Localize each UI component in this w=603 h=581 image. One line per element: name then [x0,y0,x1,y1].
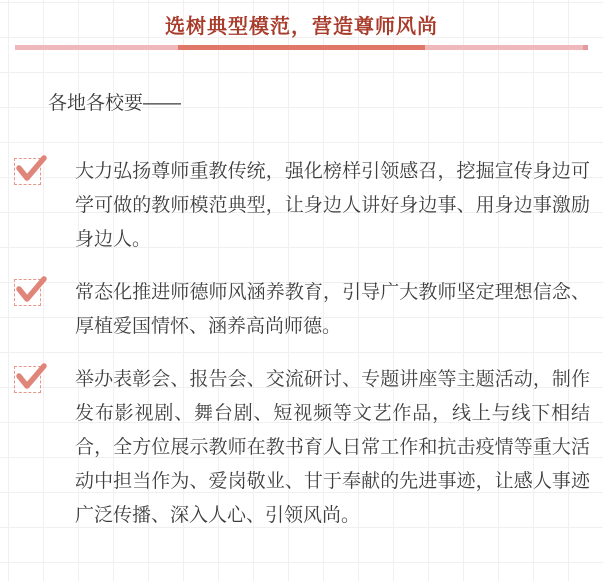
list-item [0,155,603,257]
item-text: 常态化推进师德师风涵养教育，引导广大教师坚定理想信念、厚植爱国情怀、涵养高尚师德。 [75,282,590,337]
list-item [0,363,603,533]
checkmark-icon [16,363,46,389]
checkmark-icon [16,155,46,181]
underline-segment-left [15,45,178,50]
list-item [0,276,603,344]
item-text: 举办表彰会、报告会、交流研讨、专题讲座等主题活动，制作发布影视剧、舞台剧、短视频等文艺作品，线上与线下相结合，全方位展示教师在教书育人日常工作和抗击疫情等重大活动中担当作为、爱岗敬业、甘于奉献的先进事迹，让感人事迹广泛传播、深入人心、引领风尚。 [75,369,590,526]
underline-segment-tip [583,45,588,50]
underline-segment-center [178,45,425,50]
underline-segment-right [425,45,583,50]
checkmark-icon [16,276,46,302]
lead-text: 各地各校要—— [48,93,182,114]
checkbox-icon [14,158,41,185]
title-underline [15,45,588,50]
item-list [0,155,603,533]
item-text: 大力弘扬尊师重教传统，强化榜样引领感召，挖掘宣传身边可学可做的教师模范典型，让身边人讲好身边事、用身边事激励身边人。 [75,161,590,250]
page-title: 选树典型模范，营造尊师风尚 [165,16,438,38]
checkbox-icon [14,366,41,393]
checkbox-icon [14,279,41,306]
